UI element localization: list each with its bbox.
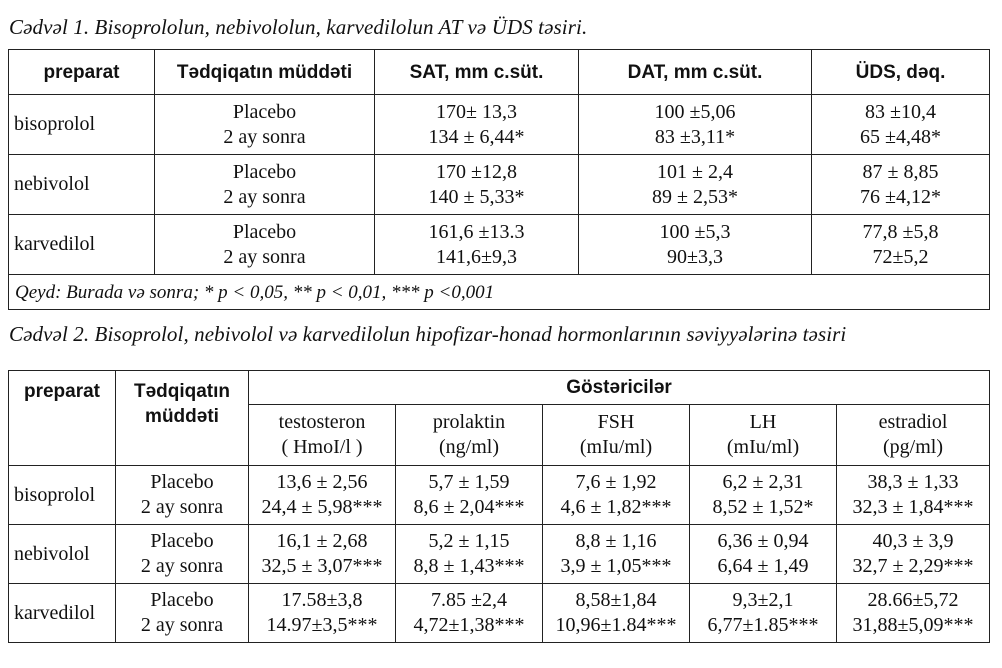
table1-header-dat: DAT, mm c.süt. [579, 50, 812, 95]
table1-header-sat: SAT, mm c.süt. [375, 50, 579, 95]
table-row [9, 584, 990, 643]
value-cell: 8,58±1,84 10,96±1.84*** [543, 584, 690, 643]
table2-header-period: Tədqiqatın müddəti [116, 371, 249, 466]
table1-caption: Cədvəl 1. Bisoprololun, nebivololun, karvedilolun AT və ÜDS təsiri. [9, 15, 588, 39]
table-row [9, 215, 990, 275]
table2-header-row [9, 371, 990, 405]
uds-cell: 87 ± 8,85 76 ±4,12* [812, 155, 990, 215]
table2-header-lh: LH (mIu/ml) [690, 405, 837, 466]
table2-header-fsh: FSH (mIu/ml) [543, 405, 690, 466]
period-cell: Placebo 2 ay sonra [116, 466, 249, 525]
period-cell: Placebo 2 ay sonra [116, 525, 249, 584]
table2-header-estradiol: estradiol (pg/ml) [837, 405, 990, 466]
table1-header-row [9, 50, 990, 95]
period-cell: Placebo 2 ay sonra [155, 155, 375, 215]
table-row [9, 95, 990, 155]
sat-cell: 170± 13,3 134 ± 6,44* [375, 95, 579, 155]
value-cell: 5,7 ± 1,59 8,6 ± 2,04*** [396, 466, 543, 525]
drug-name: karvedilol [9, 215, 155, 275]
table1-header-uds: ÜDS, dəq. [812, 50, 990, 95]
table-row [9, 466, 990, 525]
drug-name: bisoprolol [9, 466, 116, 525]
drug-name: karvedilol [9, 584, 116, 643]
table2-caption: Cədvəl 2. Bisoprolol, nebivolol və karvedilolun hipofizar-honad hormonlarının səviyyələrinə təsiri [9, 322, 847, 346]
value-cell: 17.58±3,8 14.97±3,5*** [249, 584, 396, 643]
value-cell: 8,8 ± 1,16 3,9 ± 1,05*** [543, 525, 690, 584]
dat-cell: 100 ±5,3 90±3,3 [579, 215, 812, 275]
value-cell: 40,3 ± 3,9 32,7 ± 2,29*** [837, 525, 990, 584]
value-cell: 9,3±2,1 6,77±1.85*** [690, 584, 837, 643]
table1-note: Qeyd: Burada və sonra; * p < 0,05, ** p < 0,01, *** p <0,001 [9, 275, 990, 310]
value-cell: 6,2 ± 2,31 8,52 ± 1,52* [690, 466, 837, 525]
drug-name: bisoprolol [9, 95, 155, 155]
dat-cell: 101 ± 2,4 89 ± 2,53* [579, 155, 812, 215]
period-cell: Placebo 2 ay sonra [155, 95, 375, 155]
table2 [8, 370, 990, 643]
value-cell: 28.66±5,72 31,88±5,09*** [837, 584, 990, 643]
table1 [8, 49, 990, 310]
table1-header-drug: preparat [9, 50, 155, 95]
table2-header-drug: preparat [9, 371, 116, 466]
table1-note-row [9, 275, 990, 310]
value-cell: 7,6 ± 1,92 4,6 ± 1,82*** [543, 466, 690, 525]
table-row [9, 155, 990, 215]
value-cell: 13,6 ± 2,56 24,4 ± 5,98*** [249, 466, 396, 525]
value-cell: 5,2 ± 1,15 8,8 ± 1,43*** [396, 525, 543, 584]
uds-cell: 83 ±10,4 65 ±4,48* [812, 95, 990, 155]
table-row [9, 525, 990, 584]
drug-name: nebivolol [9, 525, 116, 584]
value-cell: 6,36 ± 0,94 6,64 ± 1,49 [690, 525, 837, 584]
table1-header-period: Tədqiqatın müddəti [155, 50, 375, 95]
period-cell: Placebo 2 ay sonra [155, 215, 375, 275]
table2-header-prolaktin: prolaktin (ng/ml) [396, 405, 543, 466]
value-cell: 16,1 ± 2,68 32,5 ± 3,07*** [249, 525, 396, 584]
sat-cell: 170 ±12,8 140 ± 5,33* [375, 155, 579, 215]
period-cell: Placebo 2 ay sonra [116, 584, 249, 643]
table2-header-testosteron: testosteron ( HmoI/l ) [249, 405, 396, 466]
sat-cell: 161,6 ±13.3 141,6±9,3 [375, 215, 579, 275]
uds-cell: 77,8 ±5,8 72±5,2 [812, 215, 990, 275]
table2-header-group: Göstəricilər [249, 371, 990, 405]
value-cell: 7.85 ±2,4 4,72±1,38*** [396, 584, 543, 643]
value-cell: 38,3 ± 1,33 32,3 ± 1,84*** [837, 466, 990, 525]
drug-name: nebivolol [9, 155, 155, 215]
dat-cell: 100 ±5,06 83 ±3,11* [579, 95, 812, 155]
